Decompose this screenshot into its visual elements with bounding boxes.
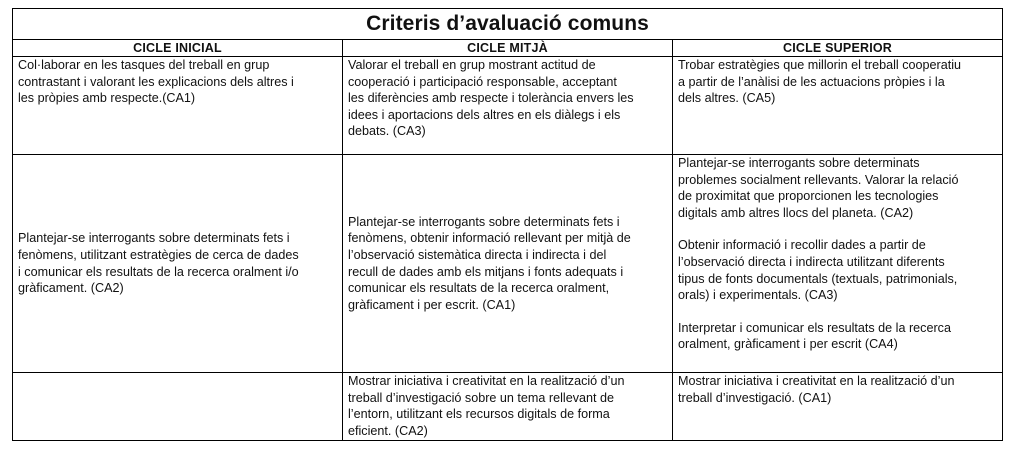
table-row — [13, 373, 1003, 441]
paragraph-spacer — [678, 221, 1000, 237]
cell-text-line: comunicar els resultats de la recerca oralment, — [348, 281, 610, 296]
cell-text-line: gràficament. (CA2) — [18, 281, 124, 296]
cell-text-line: treball d’investigació. (CA1) — [678, 390, 832, 405]
cell-mitja-row-1 — [343, 57, 673, 155]
cell-text-line: de proximitat que proporcionen les tecnologies — [678, 189, 939, 204]
header-row — [13, 40, 1003, 57]
cell-text-line: Plantejar-se interrogants sobre determinats — [678, 156, 920, 170]
title-row — [13, 9, 1003, 40]
cell-text-line: l’observació sistemàtica directa i indirecta i del — [348, 247, 607, 262]
cell-text-line: l’observació directa i indirecta utilitzant diferents — [678, 254, 945, 269]
table-title: Criteris d’avaluació comuns — [13, 9, 1003, 40]
cell-inicial-row-2 — [13, 155, 343, 373]
cell-text-line: eficient. (CA2) — [348, 423, 428, 438]
cell-inicial-row-3 — [13, 373, 343, 441]
cell-text-line: Plantejar-se interrogants sobre determinats fets i — [348, 214, 620, 229]
cell-text-line: recull de dades amb els mitjans i fonts adequats i — [348, 264, 624, 279]
cell-superior-row-1 — [673, 57, 1003, 155]
cell-text-line: Mostrar iniciativa i creativitat en la realització d’un — [348, 374, 625, 388]
criteria-table — [12, 8, 1003, 441]
cell-text-line: fenòmens, obtenir informació rellevant per mitjà de — [348, 231, 631, 246]
cell-text-line: les diferències amb respecte i tolerància envers les — [348, 91, 634, 106]
cell-text-line: gràficament i per escrit. (CA1) — [348, 297, 516, 312]
cell-inicial-row-1 — [13, 57, 343, 155]
cell-text-line: Valorar el treball en grup mostrant actitud de — [348, 58, 596, 72]
column-header-cicle-superior: CICLE SUPERIOR — [673, 40, 1003, 57]
cell-text-line: Plantejar-se interrogants sobre determinats fets i — [18, 231, 290, 246]
cell-text-line: oralment, gràficament i per escrit (CA4) — [678, 337, 898, 352]
table-row — [13, 155, 1003, 373]
cell-text-line: dels altres. (CA5) — [678, 91, 776, 106]
cell-text-line: Trobar estratègies que millorin el treball cooperatiu — [678, 58, 962, 72]
cell-text-line: Mostrar iniciativa i creativitat en la realització d’un — [678, 374, 955, 388]
cell-text-line: problemes socialment rellevants. Valorar la relació — [678, 172, 959, 187]
cell-text-line: treball d’investigació sobre un tema rellevant de — [348, 390, 615, 405]
cell-text-line: i comunicar els resultats de la recerca oralment i/o — [18, 264, 299, 279]
table-row — [13, 57, 1003, 155]
cell-text-line: tipus de fonts documentals (textuals, patrimonials, — [678, 271, 958, 286]
column-header-cicle-mitja: CICLE MITJÀ — [343, 40, 673, 57]
cell-text-line: contrastant i valorant les explicacions dels altres i — [18, 74, 294, 89]
cell-superior-row-2-paragraph-2 — [678, 237, 1000, 303]
cell-superior-row-3 — [673, 373, 1003, 441]
cell-text-line: cooperació i participació responsable, acceptant — [348, 74, 617, 89]
paragraph-spacer — [678, 304, 1000, 320]
cell-superior-row-2 — [673, 155, 1003, 373]
cell-text-line: fenòmens, utilitzant estratègies de cerca de dades — [18, 247, 299, 262]
criteria-document — [12, 8, 1002, 448]
cell-text-line: digitals amb altres llocs del planeta. (CA2) — [678, 205, 914, 220]
column-header-cicle-inicial: CICLE INICIAL — [13, 40, 343, 57]
cell-text-line: l’entorn, utilitzant els recursos digitals de forma — [348, 407, 610, 422]
cell-superior-row-2-paragraph-3 — [678, 320, 1000, 353]
cell-text-line: idees i aportacions dels altres en els diàlegs i els — [348, 107, 621, 122]
cell-text-line: Interpretar i comunicar els resultats de la recerca — [678, 320, 951, 335]
cell-text-line: debats. (CA3) — [348, 124, 426, 139]
cell-text-line: les pròpies amb respecte.(CA1) — [18, 91, 196, 106]
cell-text-line: Obtenir informació i recollir dades a partir de — [678, 238, 926, 253]
cell-mitja-row-3 — [343, 373, 673, 441]
cell-superior-row-2-paragraph-1 — [678, 155, 1000, 221]
cell-text-line: Col·laborar en les tasques del treball en grup — [18, 58, 270, 72]
cell-text-line: orals) i experimentals. (CA3) — [678, 288, 838, 303]
cell-text-line: a partir de l’anàlisi de les actuacions pròpies i la — [678, 74, 945, 89]
cell-mitja-row-2 — [343, 155, 673, 373]
